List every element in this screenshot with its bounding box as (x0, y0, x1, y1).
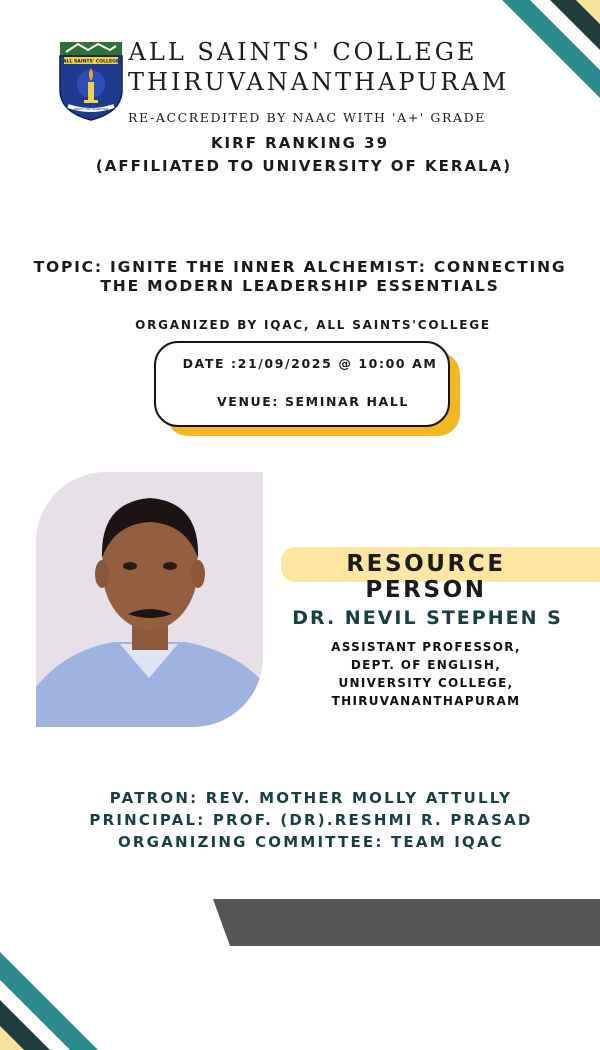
footer-bar (213, 899, 600, 946)
date-venue-box (154, 341, 450, 427)
committee-text: ORGANIZING COMMITTEE: TEAM IQAC (117, 833, 504, 851)
organizer-text: ORGANIZED BY IQAC, ALL SAINTS'COLLEGE (135, 318, 491, 332)
logo-text: ALL SAINTS' COLLEGE (62, 59, 120, 65)
college-name-line2: THIRUVANANTHAPURAM (128, 68, 510, 96)
resource-person-photo (36, 472, 263, 727)
college-logo (58, 40, 124, 122)
accreditation-text: RE-ACCREDITED BY NAAC WITH 'A+' GRADE (128, 110, 486, 125)
logo-motto: INFLECT AND TRANSFORM (73, 108, 109, 111)
resource-person-detail: UNIVERSITY COLLEGE, (338, 676, 514, 690)
resource-person-name: DR. NEVIL STEPHEN S (292, 607, 563, 629)
resource-person-heading: RESOURCE PERSON (346, 551, 506, 603)
event-date: DATE :21/09/2025 @ 10:00 AM (182, 356, 438, 371)
principal-text: PRINCIPAL: PROF. (DR).RESHMI R. PRASAD (89, 811, 533, 829)
college-name-line1: ALL SAINTS' COLLEGE (128, 38, 478, 66)
event-topic (20, 258, 580, 296)
corner-stripes-bottom (0, 950, 100, 1050)
topic-line-1: TOPIC: IGNITE THE INNER ALCHEMIST: CONNECTING (33, 258, 567, 276)
corner-stripes-top (480, 0, 600, 120)
resource-person-detail: ASSISTANT PROFESSOR, (331, 640, 521, 654)
topic-line-2: THE MODERN LEADERSHIP ESSENTIALS (100, 277, 500, 295)
event-venue: VENUE: SEMINAR HALL (217, 394, 409, 409)
resource-person-detail: THIRUVANANTHAPURAM (331, 694, 521, 708)
resource-person-detail: DEPT. OF ENGLISH, (350, 658, 502, 672)
ranking-text: KIRF RANKING 39 (210, 134, 390, 152)
affiliation-text: (AFFILIATED TO UNIVERSITY OF KERALA) (95, 157, 513, 175)
patron-text: PATRON: REV. MOTHER MOLLY ATTULLY (109, 789, 513, 807)
